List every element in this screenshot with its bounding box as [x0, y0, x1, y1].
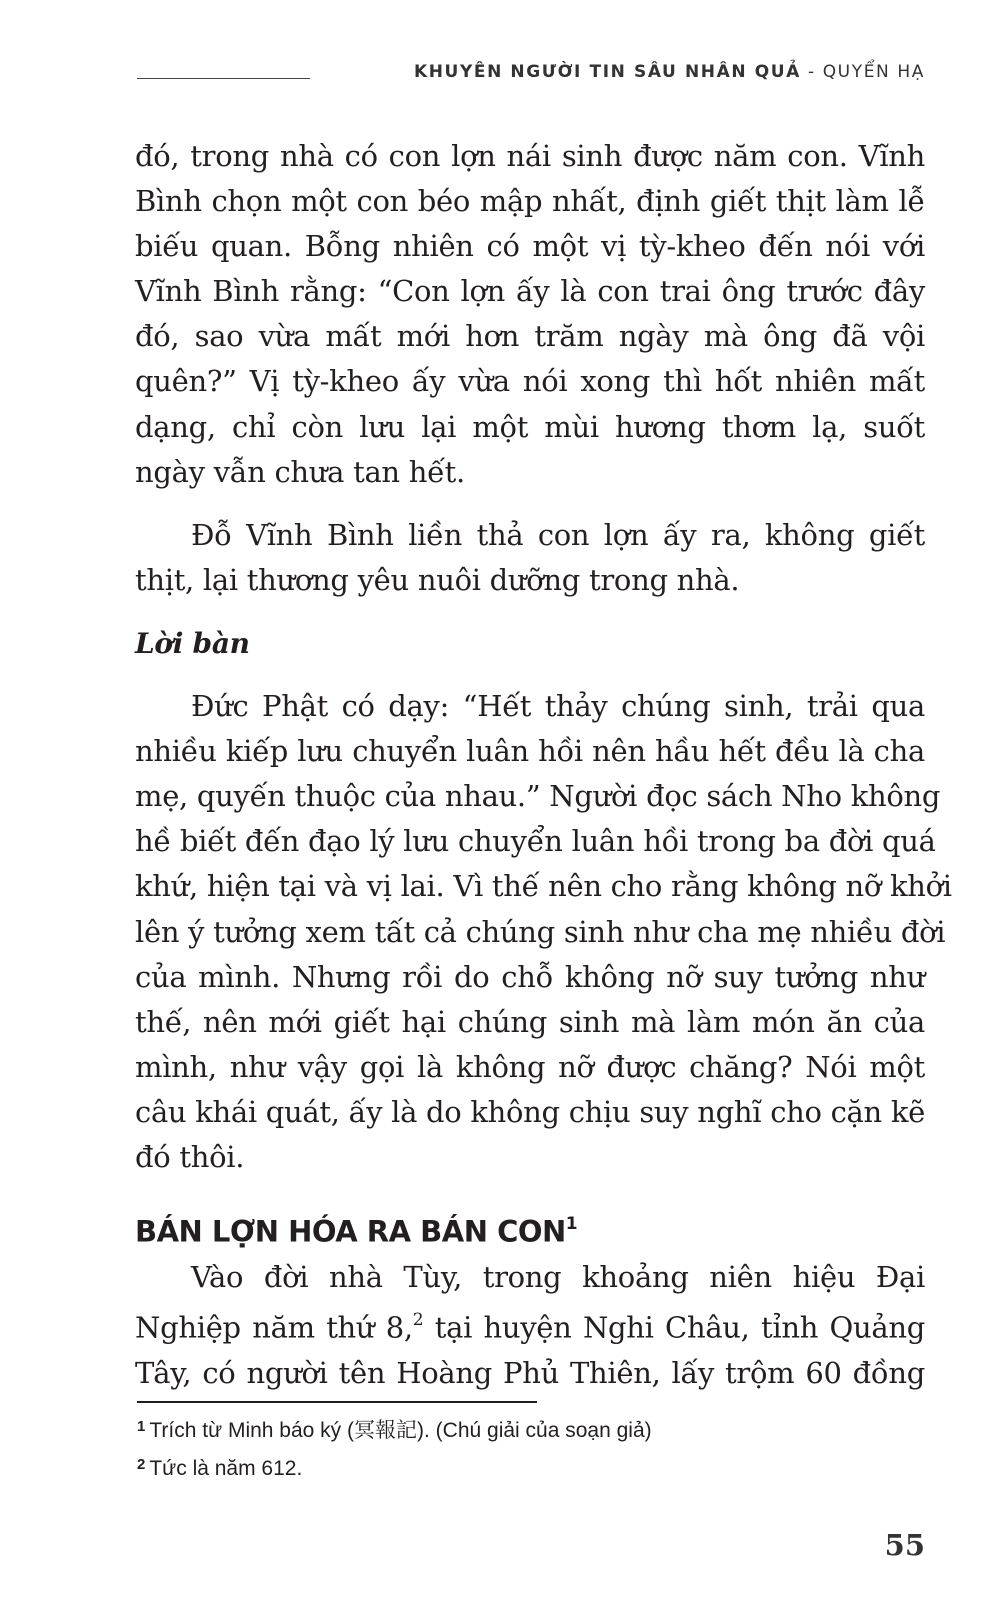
text-line [135, 1300, 925, 1351]
text-line: câu khái quát, ấy là do không chịu suy nghĩ cho cặn kẽ [135, 1094, 925, 1129]
footnote-text: Tức là năm 612. [149, 1457, 303, 1480]
page-number: 55 [884, 1528, 925, 1562]
text-fragment: tại huyện Nghi Châu, tỉnh Quảng [423, 1310, 925, 1345]
text-line: đó, sao vừa mất mới hơn trăm ngày mà ông đã vội [135, 319, 925, 354]
footnote-marker: 1 [137, 1418, 146, 1435]
section-title-text: BÁN LỢN HÓA RA BÁN CON [135, 1214, 566, 1249]
text-line: hề biết đến đạo lý lưu chuyển luân hồi trong ba đời quá [135, 824, 936, 859]
paragraph-3 [135, 684, 952, 1180]
text-line: đó thôi. [135, 1139, 245, 1174]
footnote-ref-2[interactable]: 2 [412, 1309, 424, 1330]
running-header [414, 62, 925, 82]
text-line: Đỗ Vĩnh Bình liền thả con lợn ấy ra, không giết [191, 517, 925, 552]
text-line: Tây, có người tên Hoàng Phủ Thiên, lấy trộm 60 đồng [135, 1355, 925, 1390]
text-line: của mình. Nhưng rồi do chỗ không nỡ suy tưởng như [135, 959, 925, 994]
text-line: thế, nên mới giết hại chúng sinh mà làm món ăn của [135, 1004, 925, 1039]
footnotes [137, 1412, 917, 1488]
text-line: lên ý tưởng xem tất cả chúng sinh như cha mẹ nhiều đời [135, 914, 946, 949]
footnote-rule [137, 1401, 537, 1403]
text-fragment: Nghiệp năm thứ 8, [135, 1310, 413, 1345]
paragraph-4 [135, 1255, 925, 1396]
text-line: dạng, chỉ còn lưu lại một mùi hương thơm lạ, suốt [135, 409, 925, 444]
paragraph-1 [135, 134, 925, 495]
text-line: nhiều kiếp lưu chuyển luân hồi nên hầu hết đều là cha [135, 734, 925, 769]
body-text [135, 134, 952, 1396]
text-line: thịt, lại thương yêu nuôi dưỡng trong nhà. [135, 562, 740, 597]
running-header-volume: QUYỂN HẠ [822, 62, 925, 82]
text-line: mình, như vậy gọi là không nỡ được chăng? Nói một [135, 1049, 925, 1084]
commentary-heading: Lời bàn [135, 626, 250, 660]
text-line: quên?” Vị tỳ-kheo ấy vừa nói xong thì hốt nhiên mất [135, 364, 925, 399]
footnote-1 [137, 1412, 917, 1450]
running-header-book-title: KHUYÊN NGƯỜI TIN SÂU NHÂN QUẢ [413, 62, 801, 82]
text-line: Đức Phật có dạy: “Hết thảy chúng sinh, trải qua [191, 689, 925, 724]
text-line: khứ, hiện tại và vị lai. Vì thế nên cho rằng không nỡ khởi [135, 869, 952, 904]
running-header-separator: - [800, 62, 823, 82]
section-title [135, 1204, 925, 1255]
text-line: Bình chọn một con béo mập nhất, định giết thịt làm lễ [135, 184, 925, 219]
footnote-ref-1[interactable]: 1 [565, 1214, 578, 1235]
footnote-2 [137, 1450, 917, 1488]
footnote-marker: 2 [137, 1456, 146, 1473]
text-line: Vĩnh Bình rằng: “Con lợn ấy là con trai ông trước đây [135, 274, 925, 309]
text-line: mẹ, quyến thuộc của nhau.” Người đọc sách Nho không [135, 779, 941, 814]
footnote-text: Trích từ Minh báo ký (冥報記). (Chú giải của soạn giả) [149, 1419, 652, 1442]
text-line: đó, trong nhà có con lợn nái sinh được năm con. Vĩnh [135, 139, 925, 173]
paragraph-2 [135, 513, 925, 603]
text-line: ngày vẫn chưa tan hết. [135, 454, 465, 489]
text-line: Vào đời nhà Tùy, trong khoảng niên hiệu Đại [191, 1259, 925, 1294]
text-line: biếu quan. Bỗng nhiên có một vị tỳ-kheo đến nói với [135, 229, 925, 264]
header-rule [137, 78, 310, 79]
